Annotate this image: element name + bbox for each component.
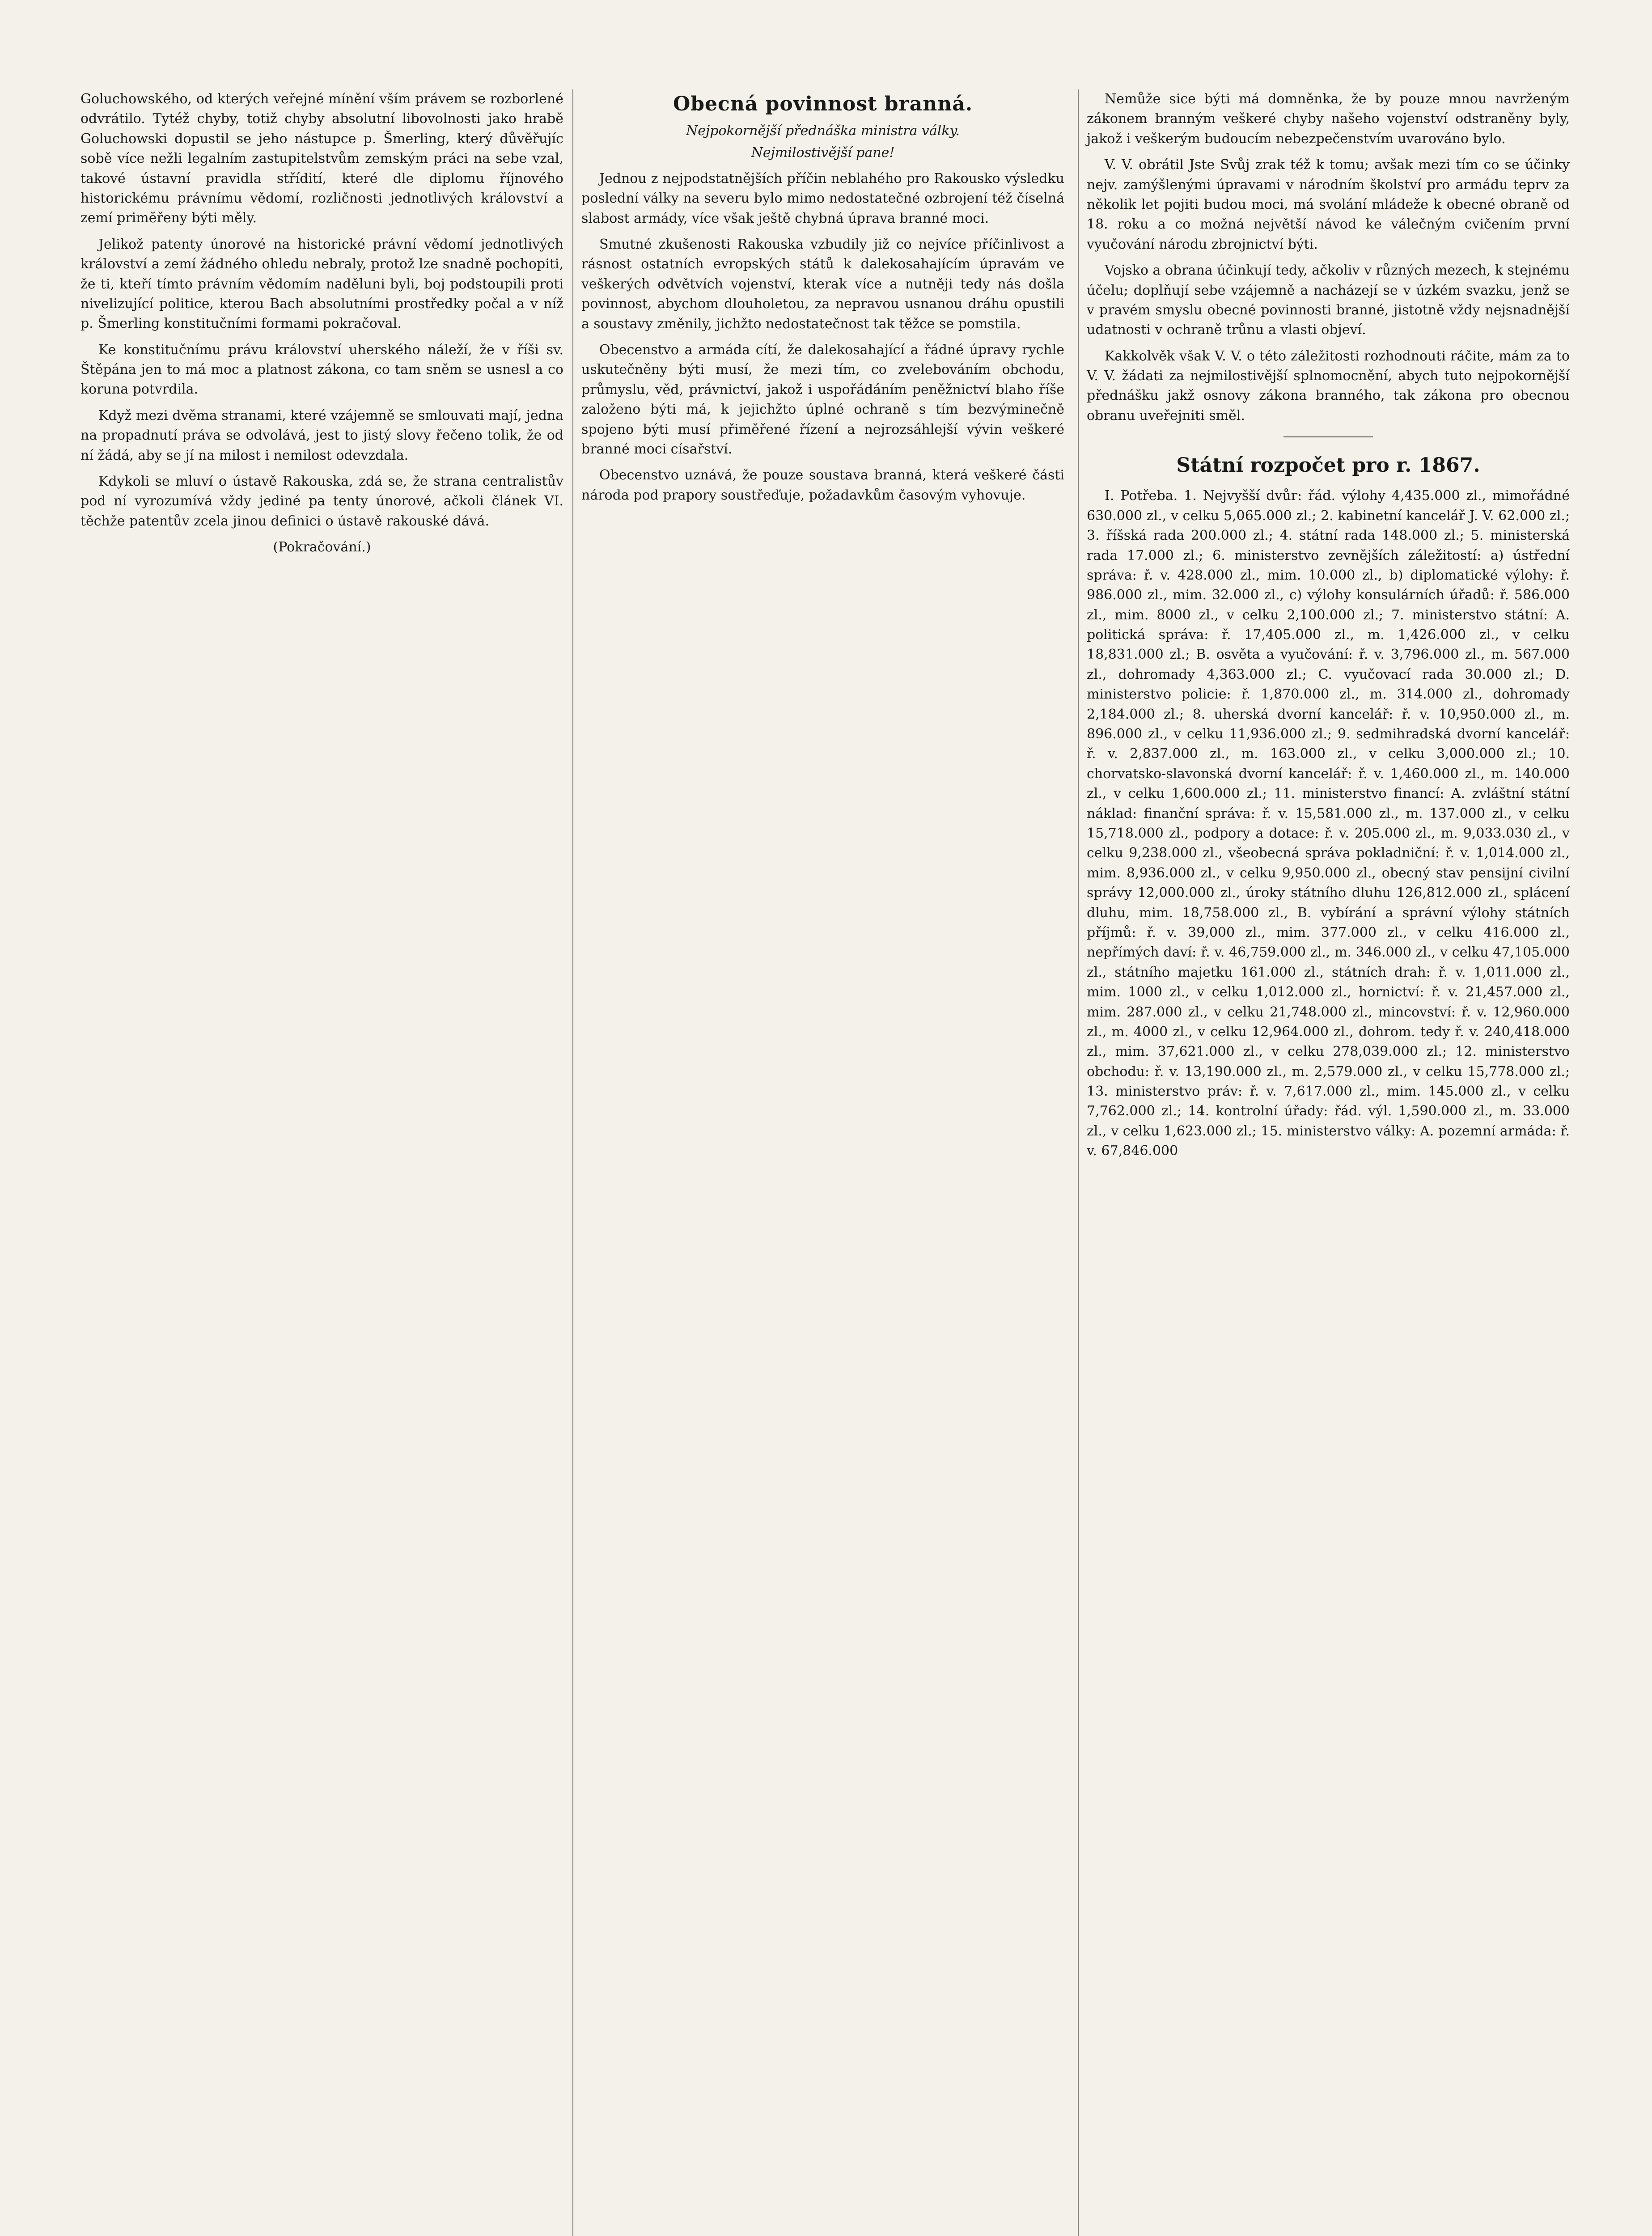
paragraph: Když mezi dvěma stranami, které vzájemně se smlouvati mají, jedna na propadnutí práva se odvolává, jest to jistý slovy řečeno tolik, že od ní žádá, aby se jí na milost i nemilost odevzdala. <box>80 407 563 463</box>
article-subtitle: Nejpokornější přednáška ministra války. <box>686 123 960 139</box>
paragraph: Kakkolvěk však V. V. o této záležitosti rozhodnouti ráčite, mám za to V. V. žádati za nejmilostivější splnomocnění, abych tuto nejpokornější přednášku jakž osnovy zákona branného, tak zákona pro obecnou obranu uveřejniti směl. <box>1087 348 1570 423</box>
paragraph: Obecenstvo uznává, že pouze soustava branná, která veškeré části národa pod prapory soustřeďuje, požadavkům časovým vyhovuje. <box>581 467 1064 503</box>
paragraph: Smutné zkušenosti Rakouska vzbudily již co nejvíce příčinlivost a rásnost ostatních evropských států k dalekosahajícím úpravám ve veškerých odvětvích vojenství, kterak více a nutněji tedy nás došla povinnost, abychom dlouholetou, za nepravou usnanou dráhu opustili a soustavy změnily, jichžto nedostatečnost tak těžce se pomstila. <box>581 237 1064 332</box>
paragraph: Obecenstvo a armáda cítí, že dalekosahající a řádné úpravy rychle uskutečněny býti musí, že mezi tím, co zvelebováním obchodu, průmyslu, věd, právnictví, jakož i uspořádáním peněžnictví blaho říše založeno býti má, k jejichžto úplné ochraně s tím bezvýminečně spojeno býti musí přiměřené řízení a nejrozsáhlejší vývin veškeré branné moci císařství. <box>581 342 1064 457</box>
column-divider <box>572 89 573 2236</box>
column-middle <box>581 89 1064 512</box>
paragraph: Jednou z nejpodstatnějších příčin neblahého pro Rakousko výsledku poslední války na severu bylo mimo nedostatečné ozbrojení též číselná slabost armády, více však ještě chybná úprava branné moci. <box>581 170 1064 226</box>
paragraph: Jelikož patenty únorové na historické právní vědomí jednotlivých království a zemí žádného ohledu nebraly, protož lze snadně pochopiti, že ti, kteří tímto právním vědomím naděluni byli, boj podstoupili proti nivelizující politice, kterou Bach absolutními prostředky počal a v níž p. Šmerling konstitučními formami pokračoval. <box>80 236 563 332</box>
paragraph: Ke konstitučnímu právu království uherského náleží, že v říši sv. Štěpána jen to má moc a platnost zákona, co tam sněm se usnesl a co koruna potvrdila. <box>80 342 563 398</box>
continuation-note: (Pokračování.) <box>273 539 371 555</box>
paragraph: Kdykoli se mluví o ústavě Rakouska, zdá se, že strana centralistův pod ní vyrozumívá vždy jediné pa tenty únorové, ačkoli článek VI. těchže patentův zcela jinou definici o ústavě rakouské dává. <box>80 474 563 529</box>
section-divider <box>1283 436 1373 437</box>
budget-title: Státní rozpočet pro r. 1867. <box>1176 454 1480 477</box>
column-divider <box>1078 89 1079 2236</box>
column-right <box>1087 89 1570 1168</box>
paragraph: Vojsko a obrana účinkují tedy, ačkoliv v různých mezech, k stejnému účelu; doplňují sebe vzájemně a nacházejí se v úzkém svazku, jenž se v pravém smyslu obecné povinnosti branné, jistotně vždy nejsnadnější udatnosti v ochraně trůnu a vlasti objeví. <box>1087 263 1570 338</box>
paragraph: Nemůže sice býti má domněnka, že by pouze mnou navrženým zákonem branným veškeré chyby našeho vojenství odstraněny byly, jakož i veškerým budoucím nebezpečenstvím uvarováno bylo. <box>1087 91 1570 147</box>
article-title: Obecná povinnost branná. <box>673 93 973 115</box>
budget-text: I. Potřeba. 1. Nejvyšší dvůr: řád. výlohy 4,435.000 zl., mimořádné 630.000 zl., v celku 5,065.000 zl.; 2. kabinetní kancelář J. V. 62.000 zl.; 3. říšská rada 200.000 zl.; 4. státní rada 148.000 zl.; 5. ministerská rada 17.000 zl.; 6. ministerstvo zevnějších záležitostí: a) ústřední správa: ř. v. 428.000 zl., mim. 10.000 zl., b) diplomatické výlohy: ř. 986.000 zl., mim. 32.000 zl., c) výlohy konsulárních úřadů: ř. 586.000 zl., mim. 8000 zl., v celku 2,100.000 zl.; 7. ministerstvo státní: A. politická správa: ř. 17,405.000 zl., m. 1,426.000 zl., v celku 18,831.000 zl.; B. osvěta a vyučování: ř. v. 3,796.000 zl., m. 567.000 zl., dohromady 4,363.000 zl.; C. vyučovací rada 30.000 zl.; D. ministerstvo policie: ř. 1,870.000 zl., m. 314.000 zl., dohromady 2,184.000 zl.; 8. uherská dvorní kancelář: ř. v. 10,950.000 zl., m. 896.000 zl., v celku 11,936.000 zl.; 9. sedmihradská dvorní kancelář: ř. v. 2,837.000 zl., m. 163.000 zl., v celku 3,000.000 zl.; 10. chorvatsko-slavonská dvorní kancelář: ř. v. 1,460.000 zl., m. 140.000 zl., v celku 1,600.000 zl.; 11. ministerstvo financí: A. zvláštní státní náklad: finanční správa: ř. v. 15,581.000 zl., m. 137.000 zl., v celku 15,718.000 zl., podpory a dotace: ř. v. 205.000 zl., m. 9,033.030 zl., v celku 9,238.000 zl., všeobecná správa pokladniční: ř. v. 1,014.000 zl., mim. 8,936.000 zl., v celku 9,950.000 zl., obecný stav pensijní civilní správy 12,000.000 zl., úroky státního dluhu 126,812.000 zl., splácení dluhu, mim. 18,758.000 zl., B. vybírání a správní výlohy státních příjmů: ř. v. 39,000 zl., mim. 377.000 zl., v celku 416.000 zl., nepřímých daví: ř. v. 46,759.000 zl., m. 346.000 zl., v celku 47,105.000 zl., státního majetku 161.000 zl., státních drah: ř. v. 1,011.000 zl., mim. 1000 zl., v celku 1,012.000 zl., hornictví: ř. v. 21,457.000 zl., mim. 287.000 zl., v celku 21,748.000 zl., mincovství: ř. v. 12,960.000 zl., m. 4000 zl., v celku 12,964.000 zl., dohrom. tedy ř. v. 240,418.000 zl., mim. 37,621.000 zl., v celku 278,039.000 zl.; 12. ministerstvo obchodu: ř. v. 13,190.000 zl., m. 2,579.000 zl., v celku 15,778.000 zl.; 13. ministerstvo práv: ř. v. 7,617.000 zl., mim. 145.000 zl., v celku 7,762.000 zl.; 14. kontrolní úřady: řád. výl. 1,590.000 zl., m. 33.000 zl., v celku 1,623.000 zl.; 15. ministerstvo války: A. pozemní armáda: ř. v. 67,846.000 <box>1087 488 1570 1159</box>
paragraph: Goluchowského, od kterých veřejné mínění vším právem se rozborlené odvrátilo. Tytéž chyby, totiž chyby absolutní libovolnosti jako hrabě Goluchowski dopustil se jeho nástupce p. Šmerling, který důvěřujíc sobě více nežli legalním zastupitelstvům zemským práci na sebe vzal, takové ústavní pravidla střídití, které dle diplomu říjnového historickému právnímu vědomí, rozličnosti jednotlivých království a zemí primĕřeny býti měly. <box>80 91 563 226</box>
salutation: Nejmilostivější pane! <box>751 144 895 161</box>
column-left <box>80 89 563 558</box>
paragraph: V. V. obrátil Jste Svůj zrak též k tomu; avšak mezi tím co se účinky nejv. zamýšlenými úpravami v národním školství pro armádu teprv za několik let pojiti budou moci, má svolání mládeže k obecné obraně od 18. roku a co možná největší návod ke válečným cvičením první vyučování národu zbrojnictví býti. <box>1087 157 1570 252</box>
